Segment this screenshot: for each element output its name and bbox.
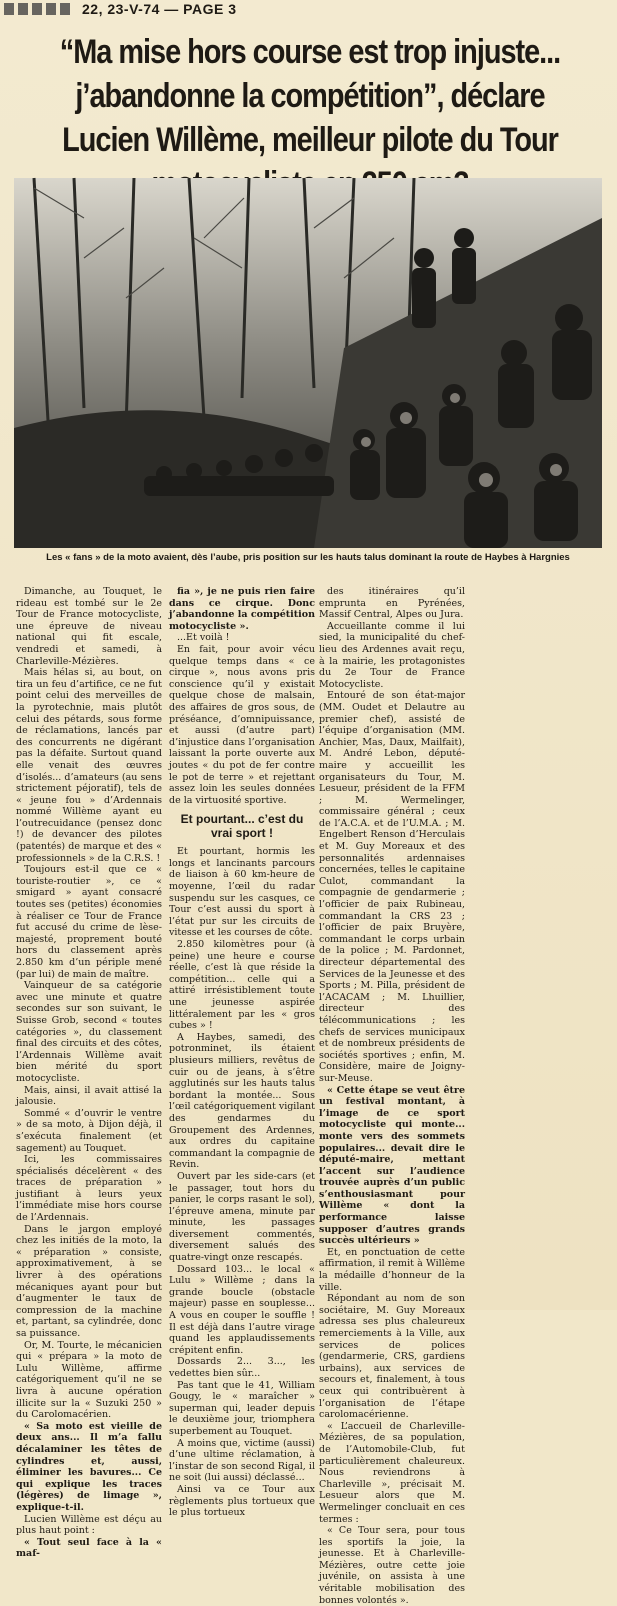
article-paragraph: Lucien Willème est déçu au plus haut point : [16, 1513, 162, 1537]
article-paragraph: Répondant au nom de son sociétaire, M. Guy Moreaux adressa ses plus chaleureux remerciements à la Ville, aux services de polices (gendarmerie, CRS, gardiens urbains), aux services de secours et, finalement, à tous ceux qui contribuèrent à l’organisation de l’étape carolomacérienne. [319, 1293, 465, 1421]
column-1 [16, 586, 162, 1560]
article-paragraph: Mais hélas si, au bout, on tira un feu d’artifice, ce ne fut point celui des merveilles de la pyrotechnie, mais plutôt celui des pétards, sous forme de réclamations, lancés par des concurrents ne digérant pas la défaite. Surtout quand elle venait des œuvres d’isolés... d’amateurs (au sens strictement péjoratif), tels de « jeune fou » d’Ardennais nommé Willème ayant eu l’outrecuidance (pensez donc !) de devancer des pilotes (patentés) de marque et des « professionnels » de la C.R.S. ! [16, 667, 162, 864]
article-paragraph: Sommé « d’ouvrir le ventre » de sa moto, à Dijon déjà, il s’exécuta finalement (et sagement) au Touquet. [16, 1107, 162, 1154]
article-paragraph: Ainsi va ce Tour aux règlements plus tortueux que le plus tortueux [169, 1483, 315, 1519]
article-paragraph: Entouré de son état-major (MM. Oudet et Delautre au premier chef), assisté de l’équipe d’organisation (MM. Anchier, Mas, Daux, Mailfait), M. André Lebon, député-maire y accueillit les organisateurs du Tour, M. Lesueur, président de la FFM ; M. Wermelinger, commissaire général ; ceux de l’A.C.A. et de l’U.M.A. ; M. Engelbert Renson d’Herculais et M. Guy Moreaux et des personnalités ardennaises concernées, telles le capitaine Culot, commandant la compagnie de gendarmerie ; l’officier de paix Rubineau, commandant la CRS 23 ; l’officier de paix Bruyère, commandant le corps urbain de la police ; M. Pardonnet, directeur départemental des Services de la Jeunesse et des Sports ; M. Pilla, président de l’ACACAM ; M. Lhuillier, directeur des télécommunications ; les chefs de services municipaux et de nombreux présidents de sociétés sportives ; enfin, M. Considère, maire de Joigny-sur-Meuse. [319, 690, 465, 1084]
article-paragraph: Et, en ponctuation de cette affirmation, il remit à Willème la médaille d’honneur de la ville. [319, 1246, 465, 1293]
article-paragraph: « Cette étape se veut être un festival montant, à l’image de ce sport motocycliste qui monte... monte vers des sommets populaires... devait dire le député-maire, mettant l’accent sur l’audience trouvée auprès d’un public s’enthousiasmant pour Willème « dont la performance laisse supposer d’autres grands succès ultérieurs » [319, 1084, 465, 1247]
article-paragraph: En fait, pour avoir vécu quelque temps dans « ce cirque », nous avons pris conscience qu’il y existait quelque chose de malsain, des affaires de gros sous, de préséance, d’omnipuissance, et aussi (d’autre part) d’injustice dans l’organisation laissant la porte ouverte aux joutes « du pot de fer contre le pot de terre » et rejettant assez loin les seules données de la virtuosité sportive. [169, 643, 315, 806]
article-paragraph: « L’accueil de Charleville-Mézières, de sa population, de l’Automobile-Club, fut particulièrement chaleureux. Nous reviendrons à Charleville », précisait M. Lesueur alors que M. Wermelinger concluait en ces termes : [319, 1420, 465, 1525]
photo-caption: Les « fans » de la moto avaient, dès l’aube, pris position sur les hauts talus dominant la route de Haybes à Hargnies [46, 552, 570, 563]
article-paragraph: 2.850 kilomètres pour (à peine) une heure e course réelle, c’est là que réside la compétition... celle qui a attiré irrésistiblement toute une jeunesse aspirée littéralement par les « gros cubes » ! [169, 939, 315, 1032]
article-paragraph: ...Et voilà ! [177, 632, 230, 644]
article-paragraph: Ici, les commissaires spécialisés décelèrent « des traces de préparation » justifiant à leurs yeux l’immédiate mise hors course de l’Ardennais. [16, 1154, 162, 1224]
article-paragraph: Mais, ainsi, il avait attisé la jalousie. [16, 1084, 162, 1108]
crowd-photo [14, 178, 602, 548]
headline: “Ma mise hors course est trop injuste... j’abandonne la compétition”, déclare Lucien Willème, meilleur pilote du Tour [59, 33, 561, 159]
article-paragraph: Pas tant que le 41, William Gougy, le « maraîcher » superman qui, leader depuis le deuxième jour, triomphera superbement au Touquet. [169, 1379, 315, 1437]
article-paragraph: Or, M. Tourte, le mécanicien qui « prépara » la moto de Lulu Willème, affirme catégoriquement qu’il ne se livra à aucune opération illicite sur la « Suzuki 250 » du Carolomacérien. [16, 1339, 162, 1421]
article-paragraph: des itinéraires qu’il emprunta en Pyrénées, Massif Central, Alpes ou Jura. [319, 586, 465, 621]
column-3 [319, 586, 465, 1606]
article-paragraph: Vainqueur de sa catégorie avec une minute et quatre secondes sur son suivant, le Suisse Grob, second « toutes catégories », du classement final des circuits et des côtes, l’Ardennais Willème avait bien mérité du sport motocycliste. [16, 980, 162, 1084]
article-paragraph: Dans le jargon employé chez les initiés de la moto, la « préparation » consiste, approximativement, à se livrer à des opérations mécaniques ayant pour but d’augmenter le taux de compression de la machine et, partant, sa cylindrée, donc sa puissance. [16, 1223, 162, 1339]
article-paragraph: « Sa moto est vieille de deux ans... Il m’a fallu décalaminer les têtes de cylindres et, aussi, éliminer les bavures... Ce qui explique les traces (légères) de limage », explique-t-il. [16, 1420, 162, 1513]
dateline: 22, 23-V-74 — PAGE 3 [82, 1, 237, 17]
masthead [0, 0, 617, 18]
article-paragraph: Ouvert par les side-cars (et le passager, tout hors du panier, le corps rasant le sol), l’épreuve amena, minute par minute, les passages diversement commentés, diversement salués des quatre-vingt onze rescapés. [169, 1170, 315, 1264]
crowd-photo-image [14, 178, 602, 548]
masthead-rule [4, 3, 74, 15]
column-2 [169, 586, 315, 1519]
article-paragraph: Accueillante comme il lui sied, la municipalité du chef-lieu des Ardennes avait reçu, à la mairie, les protagonistes du 2e Tour de France Motocycliste. [319, 620, 465, 690]
article-paragraph: Dossards 2... 3..., les vedettes bien sûr... [169, 1356, 315, 1379]
article-paragraph: A Haybes, samedi, des potronminet, ils étaient plusieurs milliers, revêtus de cuir ou de jeans, à s’être agglutinés sur les hauts talus bordant la montée... Sous l’œil catégoriquement vigilant des gendarmes du Groupement des Ardennes, aux ordres du capitaine commandant la compagnie de Revin. [169, 1031, 315, 1171]
subheading: Et pourtant... c’est du vrai sport ! [180, 812, 304, 841]
article-paragraph: Et pourtant, hormis les longs et lancinants parcours de liaison à 60 km-heure de moyenne, l’œil du radar suspendu sur les casques, ce Tour c’est aussi du sport à l’état pur sur les circuits de vitesse et les courses de côte. [169, 846, 315, 939]
article-paragraph: « Tout seul face à la « maf- [16, 1536, 162, 1560]
article-paragraph: Toujours est-il que ce « touriste-routier », ce « smigard » ayant consacré toutes ses (petites) économies à réaliser ce Tour de France fut accusé du crime de lèse-majesté, proprement bouté hors du classement après 2.850 km d’un périple mené (par lui) de main de maître. [16, 864, 162, 980]
article-paragraph: Dimanche, au Touquet, le rideau est tombé sur le 2e Tour de France motocycliste, une épreuve de niveau national qui fit escale, vendredi et samedi, à Charleville-Mézières. [16, 586, 162, 667]
article-paragraph: « Ce Tour sera, pour tous les sportifs la joie, la jeunesse. Et à Charleville-Mézières, outre cette joie juvénile, on assista à une véritable mobilisation des bonnes volontés ». [319, 1525, 465, 1606]
article-paragraph: A moins que, victime (aussi) d’une ultime réclamation, à l’instar de son second Rigal, il ne soit (lui aussi) déclassé... [169, 1437, 315, 1484]
article-paragraph: fia », je ne puis rien faire dans ce cirque. Donc j’abandonne la compétition motocycliste ». [169, 586, 315, 632]
article-paragraph: Dossard 103... le local « Lulu » Willème ; dans la grande boucle (obstacle majeur) passe en souplesse... A vous en couper le souffle ! Il est déjà dans l’autre virage quand les applaudissements crépitent enfin. [169, 1263, 315, 1356]
